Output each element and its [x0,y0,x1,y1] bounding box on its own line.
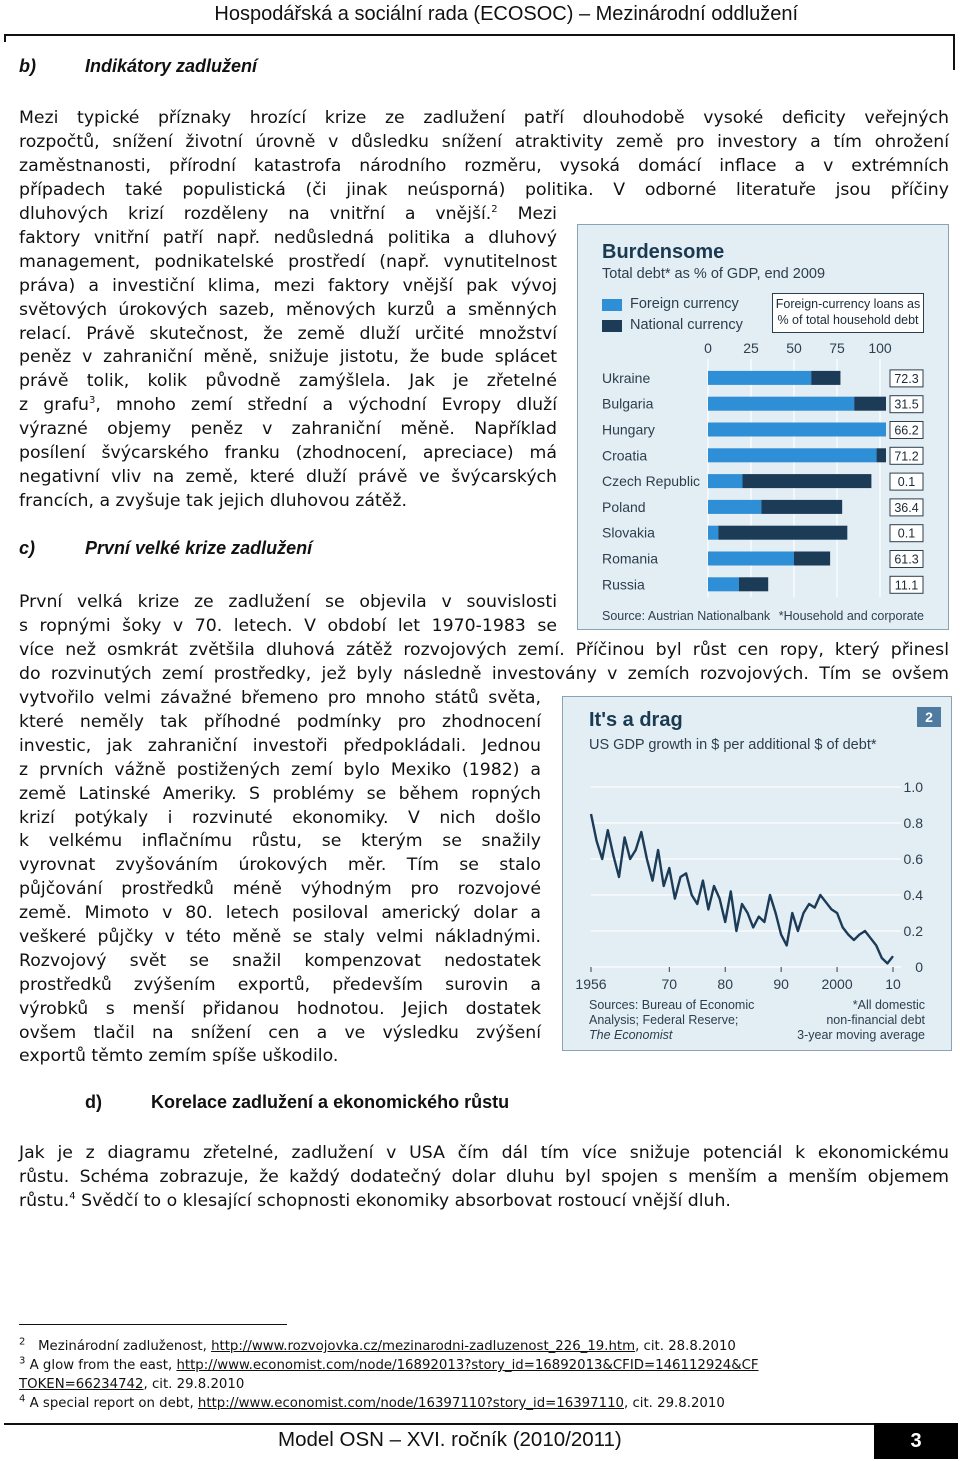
footnote-3-cont: TOKEN=66234742, cit. 29.8.2010 [19,1377,245,1392]
section-title: První velké krize zadlužení [85,538,313,558]
text-line: růstu. Schéma zobrazuje, že každý dodatečný dolar dluhu byl spojen s menším a menším objemem [19,1166,949,1187]
text-line: zaměstnanosti, přírodní katastrofa národního rozměru, vysoká domácí inflace a v extrémních [19,155,949,176]
footnote-ref: 2 [491,204,498,216]
footnote-number: 4 [19,1393,26,1405]
section-heading-d [85,1092,509,1113]
chart-title: It's a drag [589,709,683,731]
bar-segment-national [877,448,886,462]
text-line: země. Mimoto v 80. letech posiloval americký dolar a [19,903,541,924]
bar-segment-national [718,526,847,540]
paragraph-b-last-line [19,490,557,514]
text-line: krizí potýkaly i rozvinuté ekonomiky. V nich došlo [19,807,541,828]
x-tick-label: 70 [661,976,678,992]
text-line: dluhových krizí rozděleny na vnitřní a vnější.$^2$ Mezi [19,204,557,224]
bar-segment-foreign [708,474,742,488]
paragraph-c-narrow [19,591,557,639]
category-label: Bulgaria [602,395,654,412]
text-line: půjčování prostředků méně výhodným pro rozvojové [19,879,541,900]
x-tick-label: 1956 [575,976,607,992]
text-line: výrobků s menší přidanou hodnotou. Jejich dostatek [19,998,541,1019]
y-tick-label: 0 [915,959,923,975]
bar-segment-foreign [708,577,739,591]
category-label: Slovakia [602,524,655,541]
text-line: exportů těmto zemím spíše uškodilo. [19,1046,339,1066]
footnote-4: $^4$ A special report on debt, http://www.economist.com/node/16397110?story_id=16397110, cit. 29.8.2010 [19,1393,725,1411]
text-line: práva) a investiční klima, mezi faktory vnější pak vývoj [19,275,557,296]
category-label: Poland [602,498,646,515]
source-line: Analysis; Federal Reserve; [589,1013,739,1027]
series-line [591,814,893,963]
footer-rule [4,1423,954,1425]
text-line: francích, a zvyšuje tak jejich dluhovou zátěž. [19,491,407,511]
text-line: relací. Právě skutečnost, že země dluží určité množství [19,323,557,344]
bar-chart-plot [578,225,950,631]
text-line: Mezi typické příznaky hrozící krize ze zadlužení patří dlouhodobě vysoké deficity veřejných [19,108,949,128]
text-line: ovšem tlačil na snížení cen a ve výsledku zvýšení [19,1022,541,1043]
callout-value-label: 66.2 [894,423,919,438]
text-line: světových úrokových sazeb, měnových kurzů a směnných [19,299,557,320]
footnote-link[interactable]: http://www.economist.com/node/16892013?story_id=16892013&CFID=146112924&CF [176,1358,759,1373]
callout-value-label: 31.5 [894,397,919,412]
text-line: Jak je z diagramu zřetelné, zadlužení v USA čím dál tím více snižuje potenciál k ekonomickému [19,1143,949,1163]
text-line: k velkému inflačnímu růstu, se kterým se snažily [19,831,541,852]
category-label: Czech Republic [602,473,701,490]
text-line: výrazné objemy peněz v zahraniční měně. Například [19,419,557,440]
header-rule-tick-left [4,34,6,42]
x-tick-label: 90 [773,976,789,992]
bar-segment-foreign [708,526,718,540]
callout-value-label: 72.3 [894,371,919,386]
bar-segment-foreign [708,371,811,385]
chart-title: Burdensome [602,241,725,263]
note-line: non-financial debt [826,1013,925,1027]
callout-value-label: 0.1 [897,526,916,541]
text-line: veškeré půjčky v této měně se staly velmi nákladnými. [19,927,541,948]
section-title: Indikátory zadlužení [85,56,258,76]
bar-segment-foreign [708,423,886,437]
chart-subtitle: US GDP growth in $ per additional $ of debt* [589,737,877,753]
section-heading-b [19,56,257,77]
text-line: země Latinské Ameriky. S problémy se během ropných [19,783,541,804]
text-line: investic, jak zahraniční investoři předpokládali. Jednou [19,735,541,756]
category-label: Russia [602,576,645,593]
page-number: 3 [874,1423,958,1459]
callout-value-label: 0.1 [897,475,916,490]
text-line: Rozvojový svět se snažil kompenzovat nedostatek [19,950,541,971]
paragraph-c-narrow-2 [19,687,541,1046]
bar-segment-foreign [708,397,854,411]
text-line: vyrovnat zvyšováním úrokových měr. Tím se stalo [19,855,541,876]
text-line: z prvních vážně postižených zemí bylo Mexiko (1982) a [19,759,541,780]
text-line: právě tolik, kolik původně zamýšlela. Jak je zřetelné [19,371,557,392]
section-letter: b) [19,56,36,76]
footnote-number: 3 [19,1355,26,1367]
x-tick-label: 100 [868,340,892,356]
chart-burdensome [577,224,949,630]
x-tick-label: 0 [704,340,712,356]
legend-label-foreign: Foreign currency [630,296,739,312]
x-tick-label: 75 [829,340,845,356]
text-line: vytvořilo velmi závažné břemeno pro mnoho států světa, [19,688,541,708]
footer-text: Model OSN – XVI. ročník (2010/2011) [278,1428,622,1451]
text-line: případech také populistická (či jinak neúsporná) politika. V odborné literatuře jsou příčiny [19,179,949,200]
category-label: Croatia [602,447,648,464]
y-tick-label: 0.8 [903,815,923,831]
source-line: The Economist [589,1028,673,1042]
footnote-ref: 4 [69,1191,76,1203]
bar-segment-foreign [708,500,761,514]
chart-number-badge: 2 [917,707,941,727]
x-tick-label: 2000 [821,976,853,992]
bar-segment-national [761,500,842,514]
callout-value-label: 61.3 [894,552,919,567]
text-line: management, podnikatelské prostředí (např. vynutitelnost [19,251,557,272]
paragraph-b-narrow [19,203,557,490]
y-tick-label: 0.6 [903,851,923,867]
chart-note [797,998,925,1043]
section-title: Korelace zadlužení a ekonomického růstu [151,1092,510,1112]
x-tick-label: 25 [743,340,759,356]
category-label: Romania [602,550,659,567]
chart-note: *Household and corporate [778,609,924,623]
paragraph-b-full [19,107,949,203]
callout-value-label: 11.1 [894,578,919,593]
section-heading-c [19,538,312,559]
footnote-number: 2 [19,1336,26,1348]
chart-source [589,998,754,1043]
bar-segment-national [739,577,768,591]
footnote-ref: 3 [88,395,96,407]
paragraph-d [19,1142,949,1190]
chart-its-a-drag [562,696,952,1051]
text-line: faktory vnitřní patří např. nedůsledná politika a dluhový [19,227,557,248]
x-tick-label: 50 [786,340,802,356]
text-line: peněz v zahraniční měně, snižuje jistotu, že bude splácet [19,347,557,368]
section-letter: c) [19,538,36,558]
note-line: 3-year moving average [797,1028,925,1042]
paragraph-d-last [19,1190,949,1214]
source-line: Sources: Bureau of Economic [589,998,755,1012]
text-line: do rozvinutých zemí prostředky, jež byly následně investovány v zemích rozvojových. Tím se ovšem [19,663,949,684]
y-tick-label: 0.2 [903,923,923,939]
chart-source: Source: Austrian Nationalbank [602,609,771,623]
category-label: Hungary [602,421,655,438]
text-line: z grafu$^3$, mnoho zemí střední a východní Evropy dluží [19,395,558,416]
y-tick-label: 0.4 [903,887,923,903]
callout-line: Foreign-currency loans as [775,297,921,311]
bar-segment-foreign [708,448,877,462]
chart-subtitle: Total debt* as % of GDP, end 2009 [602,266,826,282]
page-header [0,0,960,40]
paragraph-c-last-line [19,1045,541,1069]
text-line: s ropnými šoky v 70. letech. V období let 1970-1983 se [19,615,557,636]
section-letter: d) [85,1092,102,1112]
note-line: *All domestic [852,998,925,1012]
header-title: Hospodářská a sociální rada (ECOSOC) – Mezinárodní oddlužení [214,3,798,25]
y-tick-label: 1.0 [903,779,923,795]
paragraph-c-full [19,639,949,687]
callout-value-label: 71.2 [894,449,919,464]
text-line: rozpočtů, snížení životní úrovně v důsledku snížení atraktivity země pro investory a tím ohrožení [19,131,949,152]
text-line: které neměly tak příhodné podmínky pro zhodnocení [19,711,541,732]
header-rule [4,34,954,36]
header-rule-tick-right [953,34,955,70]
bar-segment-national [794,552,830,566]
footnote-link-cont[interactable]: TOKEN=66234742 [19,1377,144,1392]
callout-line: % of total household debt [777,312,919,327]
footnote-link[interactable]: http://www.rozvojovka.cz/mezinarodni-zadluzenost_226_19.htm [211,1339,636,1354]
text-line: posílení švýcarského franku (zhodnocení, apreciace) má [19,443,557,464]
bar-segment-national [811,371,840,385]
legend-label-national: National currency [630,317,743,333]
footnote-2: $^2$ Mezinárodní zadluženost, http://www.rozvojovka.cz/mezinarodni-zadluzenost_226_19.htm, cit. 28.8.2010 [19,1336,736,1354]
bar-segment-national [854,397,886,411]
text-line: prostředků zvýšením exportů, především surovin a [19,974,541,995]
bar-segment-foreign [708,552,794,566]
text-line: První velká krize ze zadlužení se objevila v souvislosti [19,592,557,612]
x-tick-label: 10 [885,976,901,992]
callout-value-label: 36.4 [894,500,919,515]
text-line: více než osmkrát zvětšila dluhová zátěž rozvojových zemí. Příčinou byl růst cen ropy, který přinesl [19,640,949,660]
category-label: Ukraine [602,369,651,386]
text-line: negativní vliv na země, které dluží právě ve švýcarských [19,466,557,487]
bar-segment-national [742,474,871,488]
footnote-link[interactable]: http://www.economist.com/node/16397110?story_id=16397110 [197,1396,624,1411]
footnote-3: $^3$ A glow from the east, http://www.economist.com/node/16892013?story_id=16892013&CFID=146112924&CF [19,1355,759,1373]
text-line: růstu.$^4$ Svědčí to o klesající schopnosti ekonomiky absorbovat rostoucí vnější dluh. [19,1191,731,1211]
x-tick-label: 80 [717,976,734,992]
footnote-rule [19,1324,287,1325]
